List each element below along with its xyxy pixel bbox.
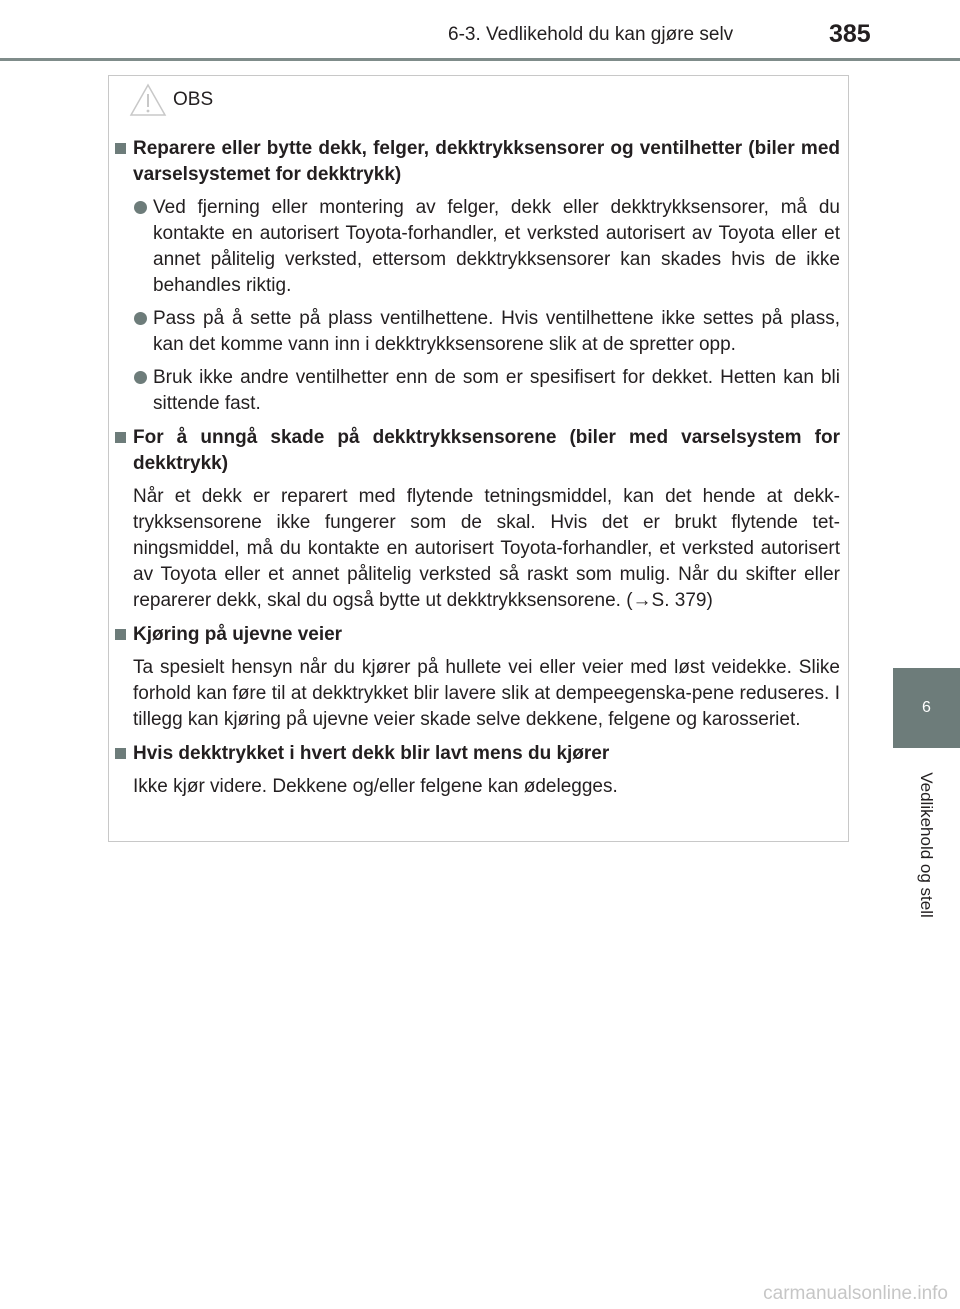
header-rule: [0, 58, 960, 61]
circle-bullet-icon: [134, 312, 147, 325]
notice-header: [129, 80, 213, 120]
notice-section: [109, 425, 848, 614]
square-bullet-icon: [115, 748, 126, 759]
notice-title: OBS: [173, 89, 214, 110]
notice-section: [109, 622, 848, 733]
circle-bullet-icon: [134, 371, 147, 384]
section-heading: Reparere eller bytte dekk, felger, dekktrykksensorer og ventilhetter (biler med varselsystemet for dekktrykk): [133, 138, 840, 185]
notice-section: [109, 741, 848, 800]
section-paragraph: Når et dekk er reparert med flytende tetningsmiddel, kan det hende at dekk-trykksensorene ikke fungerer som de skal. Hvis det er brukt flytende tet-ningsmiddel, må du kontakte en autorisert Toyota-forhandler, et verksted autorisert av Toyota eller et annet pålitelig verksted så raskt som mulig. Når du skifter eller reparerer dekk, skal du også bytte ut dekktrykksensorene. (→S. 379): [133, 486, 840, 611]
square-bullet-icon: [115, 432, 126, 443]
section-heading: Hvis dekktrykket i hvert dekk blir lavt mens du kjører: [133, 743, 610, 764]
watermark: carmanualsonline.info: [763, 1283, 948, 1304]
square-bullet-icon: [115, 629, 126, 640]
chapter-tab: [893, 668, 960, 748]
section-paragraph: Ikke kjør videre. Dekkene og/eller felgene kan ødelegges.: [133, 776, 618, 797]
notice-box: [108, 75, 849, 842]
chapter-title: Vedlikehold og stell: [917, 772, 937, 918]
list-item: Bruk ikke andre ventilhetter enn de som er spesifisert for dekket. Hetten kan bli sittende fast.: [133, 365, 840, 417]
chapter-number: 6: [922, 699, 931, 716]
chapter-label: [892, 760, 960, 930]
section-paragraph: Ta spesielt hensyn når du kjører på hullete vei eller veier med løst veidekke. Slike forhold kan føre til at dekktrykket blir lavere slik at dempeegenska-pene reduseres. I tillegg kan kjøring på ujevne veier skade selve dekkene, felgene og karosseriet.: [133, 657, 840, 730]
notice-content: [109, 136, 848, 800]
warning-triangle-icon: [129, 83, 167, 117]
list-item: Pass på å sette på plass ventilhettene. Hvis ventilhettene ikke settes på plass, kan det komme vann inn i dekktrykksensorene slik at de spretter opp.: [133, 306, 840, 358]
page-number: 385: [829, 20, 871, 48]
section-heading: For å unngå skade på dekktrykksensorene (biler med varselsystem for dekktrykk): [133, 427, 840, 474]
section-title: 6-3. Vedlikehold du kan gjøre selv: [448, 24, 734, 45]
notice-section: [109, 136, 848, 417]
page-reference: (→S. 379): [626, 590, 713, 611]
list-item: Ved fjerning eller montering av felger, dekk eller dekktrykksensorer, må du kontakte en autorisert Toyota-forhandler, et verksted autorisert av Toyota eller et annet pålitelig verksted, ettersom dekktrykksensorer kan skades hvis de ikke behandles riktig.: [133, 195, 840, 299]
circle-bullet-icon: [134, 201, 147, 214]
section-heading: Kjøring på ujevne veier: [133, 624, 343, 645]
square-bullet-icon: [115, 143, 126, 154]
